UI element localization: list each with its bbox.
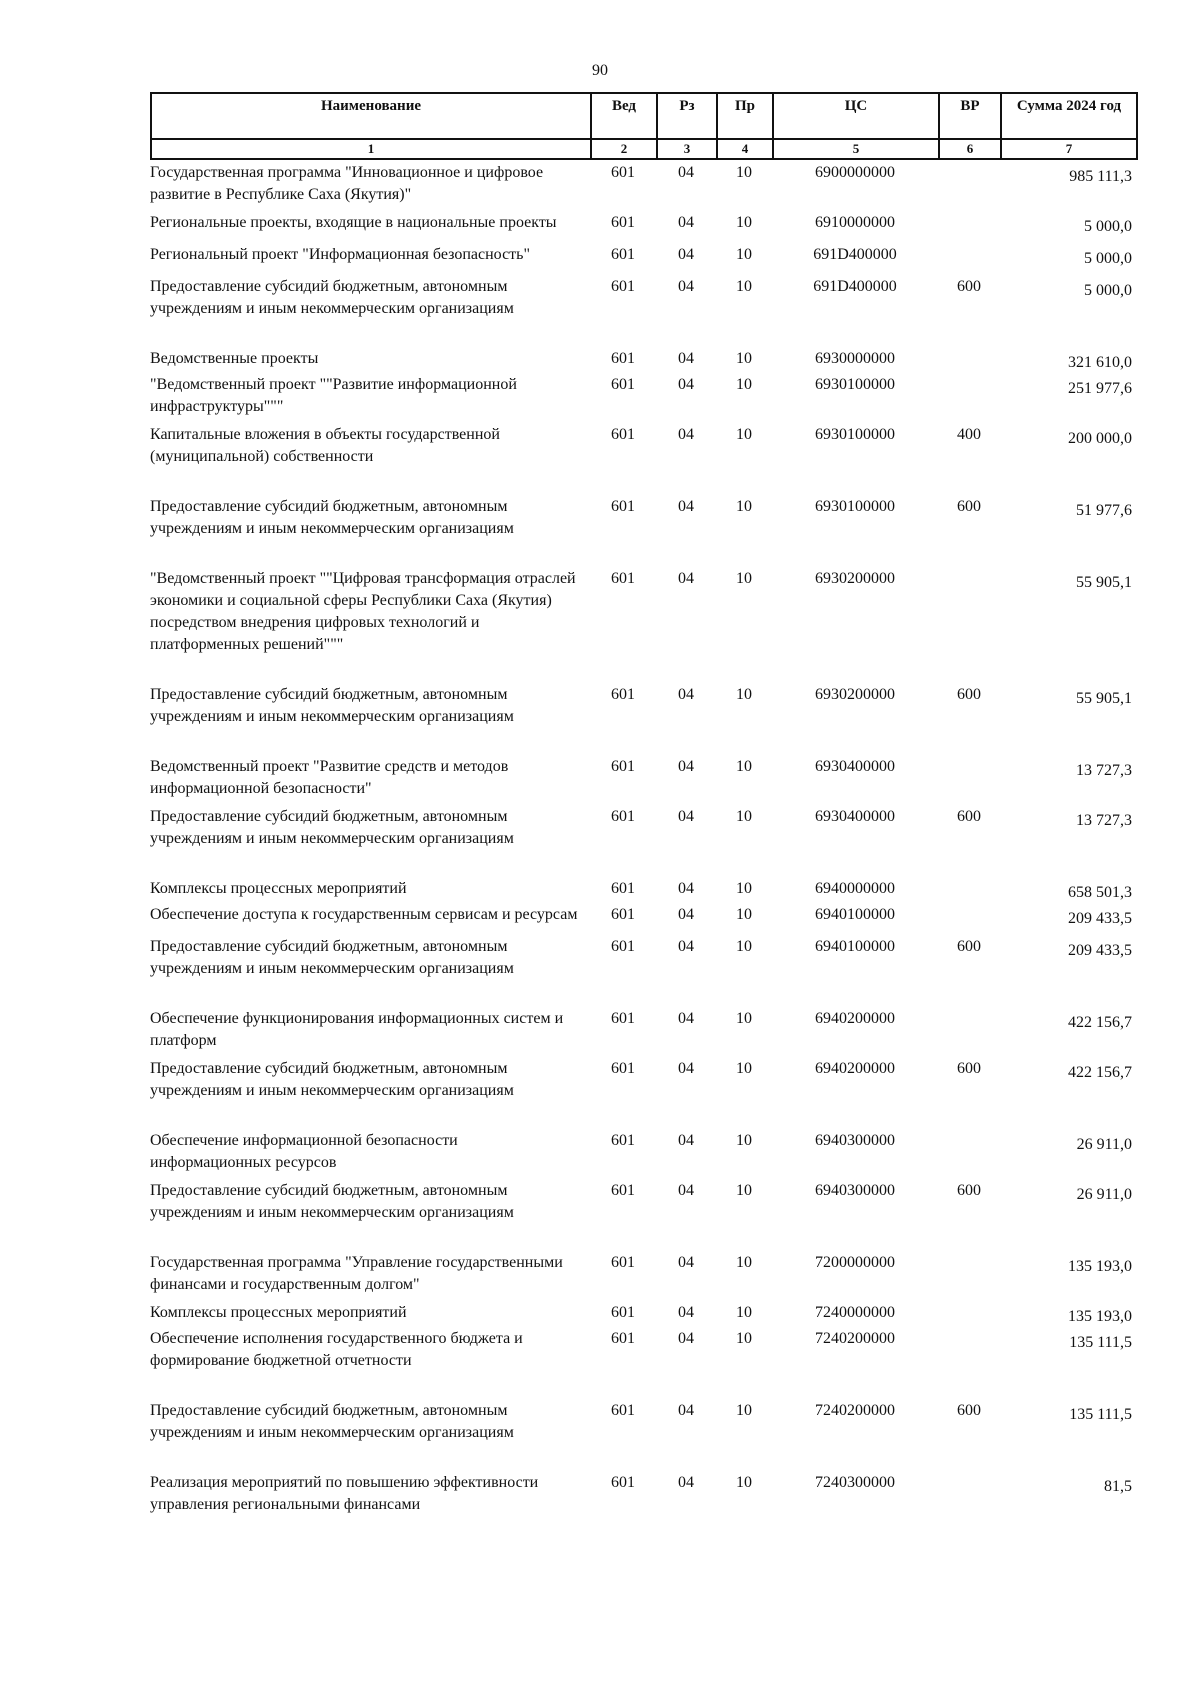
row-ved: 601 (611, 570, 635, 587)
row-rz: 04 (678, 246, 694, 263)
row-vr: 600 (957, 498, 981, 515)
row-sum: 5 000,0 (1084, 218, 1132, 235)
row-cs: 6930200000 (815, 570, 895, 587)
row-cs: 6940300000 (815, 1132, 895, 1149)
table-row (150, 374, 1136, 418)
row-vr (938, 1302, 1000, 1328)
row-ved: 601 (611, 278, 635, 295)
row-name: Ведомственные проекты (150, 350, 319, 367)
row-cs: 6940000000 (815, 880, 895, 897)
row-name: Государственная программа "Инновационное и цифровое развитие в Республике Саха (Якутия)" (150, 164, 544, 203)
row-sum: 135 111,5 (1069, 1406, 1132, 1423)
row-name: Обеспечение информационной безопасности информационных ресурсов (150, 1132, 458, 1171)
row-rz: 04 (678, 1254, 694, 1271)
row-rz: 04 (678, 1060, 694, 1077)
col-number: 1 (151, 139, 591, 159)
row-ved: 601 (611, 1474, 635, 1491)
table-row (150, 276, 1136, 320)
row-spacer (150, 468, 1136, 496)
header-vr: ВР (939, 93, 1001, 139)
row-pr: 10 (736, 1182, 752, 1199)
row-spacer (150, 1372, 1136, 1400)
row-pr: 10 (736, 906, 752, 923)
row-ved: 601 (611, 808, 635, 825)
table-row (150, 904, 1136, 930)
row-name: Предоставление субсидий бюджетным, автономным учреждениям и иным некоммерческим организациям (150, 686, 514, 725)
row-rz: 04 (678, 1402, 694, 1419)
row-sum: 200 000,0 (1068, 430, 1132, 447)
row-pr: 10 (736, 758, 752, 775)
row-ved: 601 (611, 1060, 635, 1077)
row-sum: 51 977,6 (1076, 502, 1132, 519)
row-cs: 6930400000 (815, 758, 895, 775)
row-name: Предоставление субсидий бюджетным, автономным учреждениям и иным некоммерческим организациям (150, 1060, 514, 1099)
budget-table (150, 162, 1136, 1516)
row-rz: 04 (678, 1182, 694, 1199)
row-name: Реализация мероприятий по повышению эффективности управления региональными финансами (150, 1474, 539, 1513)
table-header (150, 92, 1138, 160)
row-rz: 04 (678, 350, 694, 367)
row-cs: 6910000000 (815, 214, 895, 231)
row-spacer (150, 1444, 1136, 1472)
row-cs: 6940100000 (815, 906, 895, 923)
row-rz: 04 (678, 906, 694, 923)
row-cs: 7240200000 (815, 1402, 895, 1419)
row-sum: 422 156,7 (1068, 1064, 1132, 1081)
row-sum: 209 433,5 (1068, 910, 1132, 927)
row-sum: 5 000,0 (1084, 250, 1132, 267)
row-vr (938, 878, 1000, 904)
row-name: Предоставление субсидий бюджетным, автономным учреждениям и иным некоммерческим организациям (150, 808, 514, 847)
table-row (150, 806, 1136, 850)
row-sum: 251 977,6 (1068, 380, 1132, 397)
row-spacer (150, 320, 1136, 348)
row-name: Государственная программа "Управление государственными финансами и государственным долгом" (150, 1254, 563, 1293)
row-name: "Ведомственный проект ""Цифровая трансформация отраслей экономики и социальной сферы Республики Саха (Якутия) посредством внедрения цифровых технологий и платформенных решений""" (150, 570, 576, 653)
row-ved: 601 (611, 1330, 635, 1347)
table-row (150, 878, 1136, 904)
table-row (150, 1472, 1136, 1516)
header-sum: Сумма 2024 год (1001, 93, 1137, 139)
row-ved: 601 (611, 1010, 635, 1027)
table-row (150, 684, 1136, 728)
row-sum: 135 111,5 (1069, 1334, 1132, 1351)
row-ved: 601 (611, 498, 635, 515)
row-spacer (150, 980, 1136, 1008)
row-name: Обеспечение доступа к государственным сервисам и ресурсам (150, 906, 578, 923)
row-vr (938, 568, 1000, 656)
row-cs: 6930400000 (815, 808, 895, 825)
row-rz: 04 (678, 214, 694, 231)
table-row (150, 212, 1136, 238)
row-name: Ведомственный проект "Развитие средств и методов информационной безопасности" (150, 758, 509, 797)
row-rz: 04 (678, 498, 694, 515)
row-ved: 601 (611, 938, 635, 955)
table-row (150, 348, 1136, 374)
table-row (150, 1008, 1136, 1052)
row-cs: 7240200000 (815, 1330, 895, 1347)
row-sum: 209 433,5 (1068, 942, 1132, 959)
col-number: 4 (717, 139, 773, 159)
col-number: 6 (939, 139, 1001, 159)
row-spacer (150, 540, 1136, 568)
table-row (150, 1130, 1136, 1174)
row-pr: 10 (736, 570, 752, 587)
table-row (150, 1400, 1136, 1444)
row-pr: 10 (736, 350, 752, 367)
table-row (150, 1302, 1136, 1328)
row-name: "Ведомственный проект ""Развитие информационной инфраструктуры""" (150, 376, 517, 415)
table-row (150, 1328, 1136, 1372)
row-rz: 04 (678, 1010, 694, 1027)
row-pr: 10 (736, 1132, 752, 1149)
row-name: Обеспечение исполнения государственного бюджета и формирование бюджетной отчетности (150, 1330, 523, 1369)
row-spacer (150, 1102, 1136, 1130)
row-sum: 5 000,0 (1084, 282, 1132, 299)
row-vr (938, 1130, 1000, 1174)
row-sum: 55 905,1 (1076, 690, 1132, 707)
table-row (150, 1252, 1136, 1296)
row-spacer (150, 850, 1136, 878)
table-row (150, 936, 1136, 980)
table-row (150, 496, 1136, 540)
row-ved: 601 (611, 1132, 635, 1149)
row-cs: 7240000000 (815, 1304, 895, 1321)
row-pr: 10 (736, 1304, 752, 1321)
row-vr: 600 (957, 1402, 981, 1419)
row-vr (938, 1008, 1000, 1052)
row-vr (938, 244, 1000, 270)
row-rz: 04 (678, 808, 694, 825)
row-ved: 601 (611, 758, 635, 775)
row-sum: 658 501,3 (1068, 884, 1132, 901)
row-pr: 10 (736, 498, 752, 515)
row-rz: 04 (678, 164, 694, 181)
row-rz: 04 (678, 1132, 694, 1149)
row-ved: 601 (611, 1254, 635, 1271)
row-pr: 10 (736, 1010, 752, 1027)
row-name: Комплексы процессных мероприятий (150, 880, 407, 897)
row-pr: 10 (736, 214, 752, 231)
row-ved: 601 (611, 686, 635, 703)
row-ved: 601 (611, 164, 635, 181)
row-cs: 6930100000 (815, 498, 895, 515)
row-ved: 601 (611, 426, 635, 443)
row-name: Предоставление субсидий бюджетным, автономным учреждениям и иным некоммерческим организациям (150, 1402, 514, 1441)
table-row (150, 1058, 1136, 1102)
table-row (150, 162, 1136, 206)
row-sum: 26 911,0 (1076, 1186, 1132, 1203)
row-vr (938, 1252, 1000, 1296)
row-ved: 601 (611, 1402, 635, 1419)
row-rz: 04 (678, 938, 694, 955)
header-rz: Рз (657, 93, 717, 139)
row-cs: 6930100000 (815, 376, 895, 393)
row-cs: 6930100000 (815, 426, 895, 443)
row-ved: 601 (611, 880, 635, 897)
row-rz: 04 (678, 686, 694, 703)
row-vr (938, 1328, 1000, 1372)
header-name: Наименование (151, 93, 591, 139)
row-rz: 04 (678, 758, 694, 775)
row-cs: 6940300000 (815, 1182, 895, 1199)
row-vr: 600 (957, 808, 981, 825)
row-vr (938, 756, 1000, 800)
row-ved: 601 (611, 350, 635, 367)
row-sum: 321 610,0 (1068, 354, 1132, 371)
row-pr: 10 (736, 376, 752, 393)
row-pr: 10 (736, 1402, 752, 1419)
row-vr (938, 162, 1000, 206)
row-vr: 600 (957, 278, 981, 295)
row-sum: 135 193,0 (1068, 1308, 1132, 1325)
row-pr: 10 (736, 278, 752, 295)
row-vr: 600 (957, 1060, 981, 1077)
row-vr (938, 374, 1000, 418)
row-name: Региональные проекты, входящие в национальные проекты (150, 214, 557, 231)
row-rz: 04 (678, 426, 694, 443)
row-ved: 601 (611, 246, 635, 263)
row-ved: 601 (611, 376, 635, 393)
row-cs: 6940100000 (815, 938, 895, 955)
row-rz: 04 (678, 880, 694, 897)
row-name: Обеспечение функционирования информационных систем и платформ (150, 1010, 564, 1049)
row-name: Региональный проект "Информационная безопасность" (150, 246, 530, 263)
row-spacer (150, 1224, 1136, 1252)
row-cs: 7240300000 (815, 1474, 895, 1491)
row-pr: 10 (736, 1254, 752, 1271)
col-number: 7 (1001, 139, 1137, 159)
table-row (150, 424, 1136, 468)
row-vr (938, 904, 1000, 930)
row-pr: 10 (736, 938, 752, 955)
row-cs: 6940200000 (815, 1010, 895, 1027)
row-rz: 04 (678, 1330, 694, 1347)
row-sum: 13 727,3 (1076, 812, 1132, 829)
row-name: Предоставление субсидий бюджетным, автономным учреждениям и иным некоммерческим организациям (150, 1182, 514, 1221)
row-vr: 600 (957, 938, 981, 955)
row-pr: 10 (736, 1060, 752, 1077)
row-sum: 985 111,3 (1069, 168, 1132, 185)
row-name: Капитальные вложения в объекты государственной (муниципальной) собственности (150, 426, 500, 465)
row-sum: 26 911,0 (1076, 1136, 1132, 1153)
row-sum: 422 156,7 (1068, 1014, 1132, 1031)
row-pr: 10 (736, 164, 752, 181)
row-sum: 135 193,0 (1068, 1258, 1132, 1275)
row-ved: 601 (611, 214, 635, 231)
row-rz: 04 (678, 1304, 694, 1321)
header-ved: Вед (591, 93, 657, 139)
row-rz: 04 (678, 376, 694, 393)
row-pr: 10 (736, 686, 752, 703)
col-number: 3 (657, 139, 717, 159)
row-ved: 601 (611, 1182, 635, 1199)
row-sum: 13 727,3 (1076, 762, 1132, 779)
row-pr: 10 (736, 880, 752, 897)
row-cs: 7200000000 (815, 1254, 895, 1271)
row-pr: 10 (736, 246, 752, 263)
table-row (150, 756, 1136, 800)
row-sum: 81,5 (1104, 1478, 1132, 1495)
row-ved: 601 (611, 1304, 635, 1321)
table-row (150, 244, 1136, 270)
row-pr: 10 (736, 426, 752, 443)
row-pr: 10 (736, 808, 752, 825)
row-rz: 04 (678, 1474, 694, 1491)
row-name: Комплексы процессных мероприятий (150, 1304, 407, 1321)
row-cs: 6900000000 (815, 164, 895, 181)
row-rz: 04 (678, 570, 694, 587)
row-cs: 6930000000 (815, 350, 895, 367)
row-vr (938, 348, 1000, 374)
col-number: 2 (591, 139, 657, 159)
table-row (150, 1180, 1136, 1224)
col-number: 5 (773, 139, 939, 159)
header-cs: ЦС (773, 93, 939, 139)
table-row (150, 568, 1136, 656)
row-spacer (150, 728, 1136, 756)
row-vr (938, 212, 1000, 238)
row-vr: 600 (957, 686, 981, 703)
page-number: 90 (592, 62, 608, 79)
row-name: Предоставление субсидий бюджетным, автономным учреждениям и иным некоммерческим организациям (150, 498, 514, 537)
row-vr (938, 1472, 1000, 1516)
row-vr: 400 (957, 426, 981, 443)
row-cs: 6930200000 (815, 686, 895, 703)
row-pr: 10 (736, 1330, 752, 1347)
row-cs: 691D400000 (813, 246, 897, 263)
row-sum: 55 905,1 (1076, 574, 1132, 591)
row-spacer (150, 656, 1136, 684)
row-name: Предоставление субсидий бюджетным, автономным учреждениям и иным некоммерческим организациям (150, 938, 514, 977)
header-pr: Пр (717, 93, 773, 139)
row-cs: 6940200000 (815, 1060, 895, 1077)
row-vr: 600 (957, 1182, 981, 1199)
row-ved: 601 (611, 906, 635, 923)
row-rz: 04 (678, 278, 694, 295)
row-cs: 691D400000 (813, 278, 897, 295)
row-pr: 10 (736, 1474, 752, 1491)
row-name: Предоставление субсидий бюджетным, автономным учреждениям и иным некоммерческим организациям (150, 278, 514, 317)
